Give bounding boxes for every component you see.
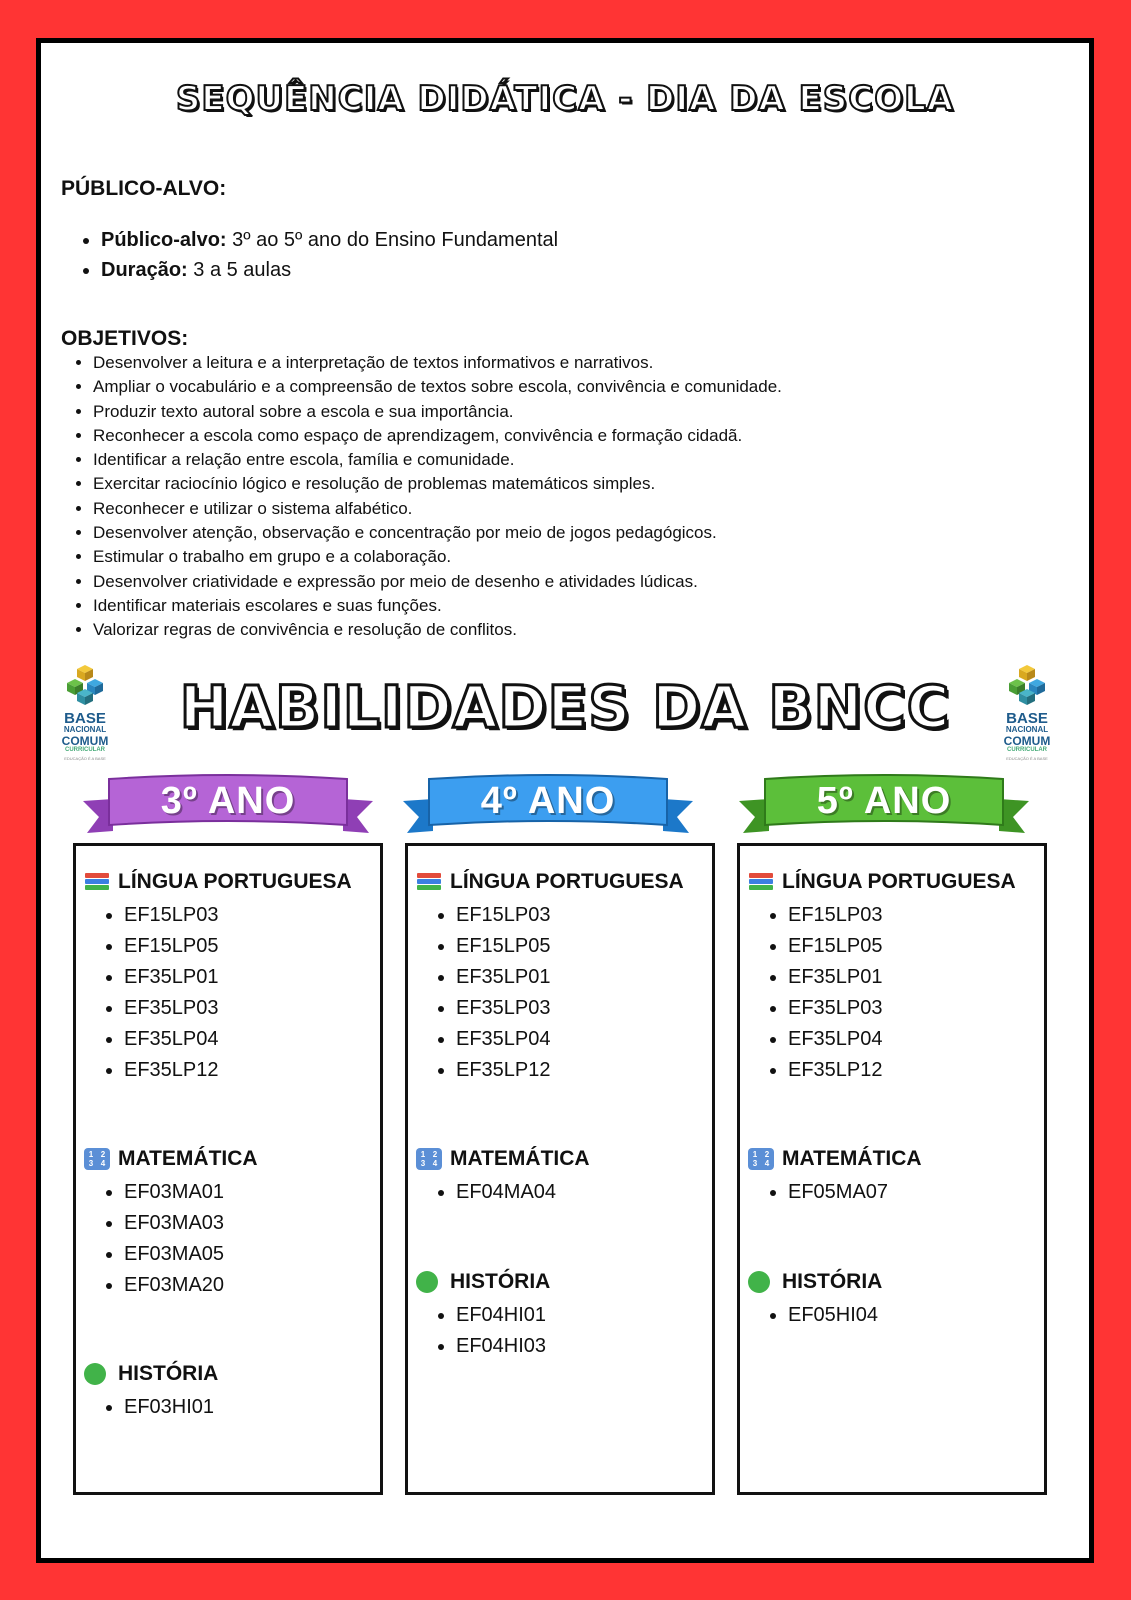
duracao-item: • Duração: 3 a 5 aulas	[101, 255, 558, 285]
books-icon	[416, 871, 442, 893]
green-circle-icon	[84, 1363, 106, 1385]
numbers-icon: 1 2 3 4	[84, 1148, 110, 1170]
code-item: • EF35LP12	[456, 1055, 551, 1086]
ribbon-label: 5º ANO	[816, 780, 952, 822]
ribbon-5-ano	[739, 771, 1029, 837]
code-item: • EF15LP03	[788, 900, 883, 931]
bncc-title: HABILIDADES DA BNCC	[179, 673, 951, 741]
code-item: • EF03MA03	[124, 1208, 224, 1239]
publico-list	[77, 225, 558, 285]
column-3-ano	[73, 843, 383, 1495]
objetivo-item: • Valorizar regras de convivência e resolução de conflitos.	[93, 618, 782, 642]
subject-matematica: 1 2 3 4 MATEMÁTICA	[84, 1147, 258, 1171]
page-title: SEQUÊNCIA DIDÁTICA - DIA DA ESCOLA	[175, 79, 955, 119]
code-item: • EF03MA01	[124, 1177, 224, 1208]
objetivo-item: • Produzir texto autoral sobre a escola e sua importância.	[93, 400, 782, 424]
code-item: • EF04HI01	[456, 1300, 546, 1331]
objetivo-item: • Reconhecer a escola como espaço de aprendizagem, convivência e formação cidadã.	[93, 424, 782, 448]
green-circle-icon	[416, 1271, 438, 1293]
hist-codes	[768, 1300, 878, 1331]
code-item: • EF15LP05	[788, 931, 883, 962]
code-item: • EF35LP01	[124, 962, 219, 993]
objetivo-item: • Desenvolver a leitura e a interpretação de textos informativos e narrativos.	[93, 351, 782, 375]
code-item: • EF35LP03	[124, 993, 219, 1024]
subject-lingua-portuguesa: LÍNGUA PORTUGUESA	[416, 870, 684, 894]
publico-item: • Público-alvo: 3º ao 5º ano do Ensino Fundamental	[101, 225, 558, 255]
subject-matematica: 1 2 3 4 MATEMÁTICA	[416, 1147, 590, 1171]
code-item: • EF35LP03	[456, 993, 551, 1024]
code-item: • EF35LP04	[788, 1024, 883, 1055]
lp-codes	[768, 900, 883, 1086]
objetivo-item: • Identificar a relação entre escola, família e comunidade.	[93, 448, 782, 472]
code-item: • EF35LP03	[788, 993, 883, 1024]
subject-lingua-portuguesa: LÍNGUA PORTUGUESA	[748, 870, 1016, 894]
code-item: • EF35LP01	[788, 962, 883, 993]
objetivo-item: • Estimular o trabalho em grupo e a colaboração.	[93, 545, 782, 569]
code-item: • EF15LP05	[456, 931, 551, 962]
subject-historia: HISTÓRIA	[84, 1362, 218, 1386]
numbers-icon: 1 2 3 4	[416, 1148, 442, 1170]
mat-codes	[768, 1177, 888, 1208]
code-item: • EF15LP03	[124, 900, 219, 931]
code-item: • EF05HI04	[788, 1300, 878, 1331]
hist-codes	[436, 1300, 546, 1362]
objetivos-list	[69, 351, 782, 643]
subject-matematica: 1 2 3 4 MATEMÁTICA	[748, 1147, 922, 1171]
mat-codes	[104, 1177, 224, 1301]
code-item: • EF03HI01	[124, 1392, 214, 1423]
objetivo-item: • Desenvolver criatividade e expressão por meio de desenho e atividades lúdicas.	[93, 570, 782, 594]
objetivo-item: • Identificar materiais escolares e suas funções.	[93, 594, 782, 618]
subject-historia: HISTÓRIA	[416, 1270, 550, 1294]
ribbon-label: 4º ANO	[480, 780, 616, 822]
code-item: • EF15LP03	[456, 900, 551, 931]
hist-codes	[104, 1392, 214, 1423]
code-item: • EF35LP04	[456, 1024, 551, 1055]
objetivo-item: • Ampliar o vocabulário e a compreensão de textos sobre escola, convivência e comunidade.	[93, 375, 782, 399]
numbers-icon: 1 2 3 4	[748, 1148, 774, 1170]
document-page	[36, 38, 1094, 1563]
code-item: • EF15LP05	[124, 931, 219, 962]
code-item: • EF05MA07	[788, 1177, 888, 1208]
code-item: • EF35LP12	[788, 1055, 883, 1086]
code-item: • EF35LP01	[456, 962, 551, 993]
ribbon-3-ano	[83, 771, 373, 837]
ribbon-4-ano	[403, 771, 693, 837]
code-item: • EF04MA04	[456, 1177, 556, 1208]
objetivo-item: • Reconhecer e utilizar o sistema alfabético.	[93, 497, 782, 521]
books-icon	[748, 871, 774, 893]
bncc-logo-right: BASE NACIONAL COMUM CURRICULAR EDUCAÇÃO É A BASE	[997, 663, 1057, 763]
column-4-ano	[405, 843, 715, 1495]
objetivo-item: • Desenvolver atenção, observação e concentração por meio de jogos pedagógicos.	[93, 521, 782, 545]
code-item: • EF35LP12	[124, 1055, 219, 1086]
lp-codes	[436, 900, 551, 1086]
green-circle-icon	[748, 1271, 770, 1293]
subject-historia: HISTÓRIA	[748, 1270, 882, 1294]
mat-codes	[436, 1177, 556, 1208]
code-item: • EF03MA05	[124, 1239, 224, 1270]
bncc-logo-left: BASE NACIONAL COMUM CURRICULAR EDUCAÇÃO É A BASE	[55, 663, 115, 763]
publico-heading: PÚBLICO-ALVO:	[61, 177, 227, 200]
lp-codes	[104, 900, 219, 1086]
objetivo-item: • Exercitar raciocínio lógico e resolução de problemas matemáticos simples.	[93, 472, 782, 496]
ribbon-label: 3º ANO	[160, 780, 296, 822]
code-item: • EF35LP04	[124, 1024, 219, 1055]
code-item: • EF04HI03	[456, 1331, 546, 1362]
books-icon	[84, 871, 110, 893]
objetivos-heading: OBJETIVOS:	[61, 327, 189, 350]
subject-lingua-portuguesa: LÍNGUA PORTUGUESA	[84, 870, 352, 894]
column-5-ano	[737, 843, 1047, 1495]
code-item: • EF03MA20	[124, 1270, 224, 1301]
